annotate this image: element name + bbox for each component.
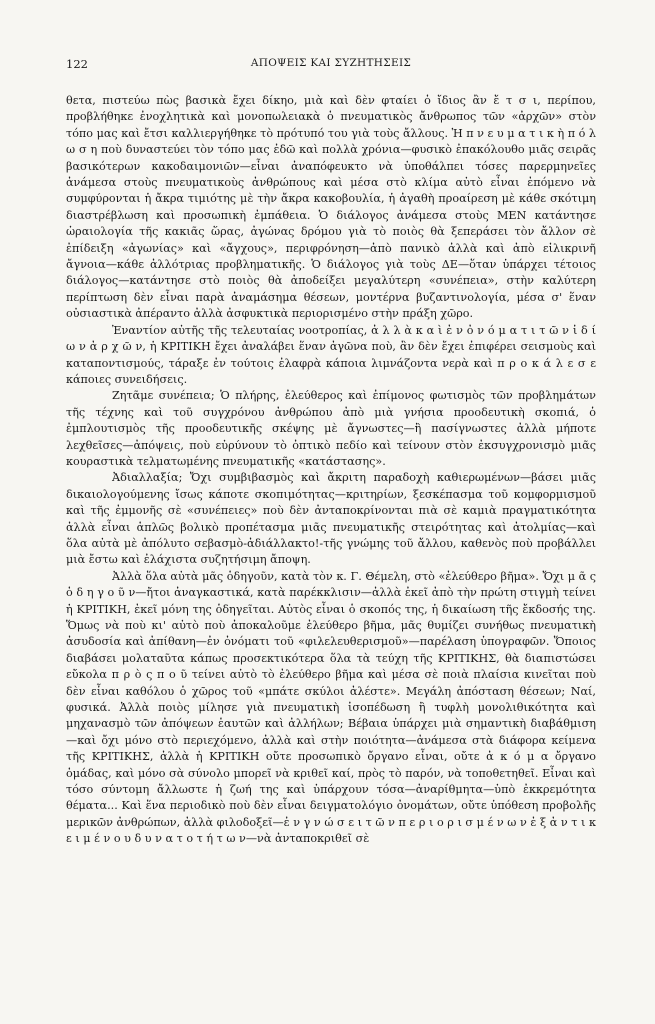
paragraph: Ζητᾶμε συνέπεια; Ὁ πλήρης, ἐλεύθερος καὶ ἐπίμονος φωτισμὸς τῶν προβλημάτων τῆς τέχνης καὶ τοῦ συγχρόνου ἀνθρώπου ἀπὸ μιὰ γνήσια προοδευτικὴ σκοπιά, ὁ ἐμπλουτισμὸς τῆς προοδευτικῆς σκέψης μὲ ἄγνωστες—ἢ πασίγνωστες ἀλλὰ μήποτε λεχθεῖσες—ἀπόψεις, ποὺ εὐρύνουν τὸ ὀπτικὸ πεδίο καὶ τείνουν στὸν ἐκσυγχρονισμὸ μιᾶς κουραστικὰ τελματωμένης πνευματικῆς «κατάστασης». — [66, 389, 596, 468]
paragraph: Ἀδιαλλαξία; Ὄχι συμβιβασμὸς καὶ ἄκριτη παραδοχὴ καθιερωμένων—βάσει μιᾶς δικαιολογούμενης ἴσως κάποτε σκοπιμότητας—κριτηρίων, ξεσκέπασμα τοῦ κομφορμισμοῦ καὶ τῆς ἐμμονῆς σὲ «συνέπειες» ποὺ δὲν ἀνταποκρίνονται πιὰ σὲ καμιὰ πραγματικότητα ἀλλὰ εἶναι ἁπλῶς βολικὸ προπέτασμα μιᾶς πνευματικῆς στειρότητας καὶ ἀτολμίας—καὶ ὅλα αὐτὰ μὲ ἀπόλυτο σεβασμὸ-ἀδιάλλακτο!-τῆς γνώμης τοῦ ἄλλου, καθενὸς ποὺ προβάλλει μιὰ ἔστω καὶ ἐλάχιστα συζητήσιμη ἄποψη. — [66, 471, 596, 567]
paragraph: Ἀλλὰ ὅλα αὐτὰ μᾶς ὁδηγοῦν, κατὰ τὸν κ. Γ. Θέμελη, στὸ «ἐλεύθερο βῆμα». Ὄχι μ ᾶ ς ὁ δ η γ ο ῦ ν—ἤτοι ἀναγκαστικά, κατὰ παρέκκλισιν—ἀλλὰ ἐκεῖ ἀπὸ τὴν πρώτη στιγμὴ τείνει ἡ ΚΡΙΤΙΚΗ, ἐκεῖ μόνη της ὁδηγεῖται. Αὐτὸς εἶναι ὁ σκοπός της, ἡ δικαίωση τῆς ἔκδοσής της. Ὅμως νὰ ποὺ κι' αὐτὸ ποὺ ἀποκαλοῦμε ἐλεύθερο βῆμα, μᾶς θυμίζει συνήθως πνευματικὴ ἀσυδοσία καὶ ἀπίθανη—ἐν ὀνόματι τοῦ «φιλελευθερισμοῦ»—παρέλαση ὑπογραφῶν. Ὅποιος διαβάσει μολαταῦτα κάπως προσεκτικότερα ὅλα τὰ τεύχη τῆς ΚΡΙΤΙΚΗΣ, θὰ διαπιστώσει εὔκολα π ρ ὸ ς π ο ῦ τείνει αὐτὸ τὸ ἐλεύθερο βῆμα καὶ μέσα σὲ ποιὰ πλαίσια κινεῖται ποὺ δὲν εἶναι καθόλου ὁ χῶρος τοῦ «μπάτε σκύλοι ἀλέστε». Μεγάλη ἀπόσταση θέσεων; Ναί, φυσικά. Ἀλλὰ ποιὸς μίλησε γιὰ πνευματικὴ ἰσοπέδωση ἢ τυφλὴ μονολιθικότητα καὶ μηχανασμὸ τῶν ἀπόψεων ἑαυτῶν καὶ ἀλλήλων; Βέβαια ὑπάρχει μιὰ σημαντικὴ διαβάθμιση—καὶ ὄχι μόνο στὸ περιεχόμενο, ἀλλὰ καὶ στὴν ποιότητα—ἀνάμεσα στὰ διάφορα κείμενα τῆς ΚΡΙΤΙΚΗΣ, ἀλλὰ ἡ ΚΡΙΤΙΚΗ οὔτε προσωπικὸ ὄργανο εἶναι, οὔτε ἀ κ ό μ α ὄργανο ὁμάδας, καὶ μόνο σὰ σύνολο μπορεῖ νὰ κριθεῖ καί, πρὸς τὸ παρόν, νὰ τοποθετηθεῖ. Εἶναι καὶ τόσο σύντομη ἄλλωστε ἡ ζωή της καὶ ὑπάρχουν τόσα—ἀναρίθμητα—ὑπὸ ἐκκρεμότητα θέματα... Καὶ ἕνα περιοδικὸ ποὺ δὲν εἶναι δειγματολόγιο ὀνομάτων, οὔτε ὑπόθεση προβολῆς μερικῶν ἀνθρώπων, ἀλλὰ φιλοδοξεῖ—ἐ ν γ ν ώ σ ε ι τ ῶ ν π ε ρ ι ο ρ ι σ μ έ ν ω ν ἐ ξ ἀ ν τ ι κ ε ι μ έ ν ο υ δ υ ν α τ ο τ ή τ ω ν—νὰ ἀνταποκριθεῖ σὲ — [66, 569, 596, 846]
paragraph: Ἐναντίον αὐτῆς τῆς τελευταίας νοοτροπίας, ἀ λ λ ὰ κ α ὶ ἐ ν ὀ ν ό μ α τ ι τ ῶ ν ἰ δ ί ω ν ἀ ρ χ ῶ ν, ἡ ΚΡΙΤΙΚΗ ἔχει ἀναλάβει ἕναν ἀγῶνα ποὺ, ἂν δὲν ἔχει ἐπιφέρει σεισμοὺς καὶ καταποντισμούς, τάραξε ἐν τούτοις ἐλαφρὰ κάποια λιμνάζοντα νερὰ καὶ π ρ ο κ ά λ ε σ ε κάποιες συνειδήσεις. — [66, 323, 596, 386]
page-number: 122 — [66, 57, 88, 71]
running-head: ΑΠΟΨΕΙΣ ΚΑΙ ΣΥΖΗΤΗΣΕΙΣ — [250, 57, 412, 69]
page-header — [66, 57, 596, 75]
paragraph: θετα, πιστεύω πὼς βασικὰ ἔχει δίκηο, μιὰ καὶ δὲν φταίει ὁ ἴδιος ἂν ἔ τ σ ι, περίπου, προβλήθηκε ἐνοχλητικὰ καὶ μονοπωλειακὰ ὁ πνευματικὸς ἄνθρωπος τῶν «ἀρχῶν» στὸν τόπο μας καὶ ἔτσι καλλιεργήθηκε τὸ πρότυπό του γιὰ τοὺς ἄλλους. Ἡ π ν ε υ μ α τ ι κ ὴ π ό λ ω σ η ποὺ δυναστεύει τὸν τόπο μας ἐδῶ καὶ πολλὰ χρόνια—φυσικὸ ἐπακόλουθο μιᾶς σειρᾶς βασικότερων κακοδαιμονιῶν—εἶναι ἀναπόφευκτο νὰ ὑποθάλπει τόσες παρερμηνεῖες ἀνάμεσα στοὺς πνευματικοὺς ἀνθρώπους καὶ μέσα στὸ κλίμα αὐτὸ εἶναι ἐπόμενο νὰ συμφύρονται ἡ ἄκρα τιμιότης μὲ τὴν ἄκρα κακοβουλία, ἡ ἀγαθὴ προαίρεση μὲ κάθε σκότιμη διαστρέβλωση καὶ προσωπικὴ ἐμπάθεια. Ὁ διάλογος ἀνάμεσα στοὺς ΜΕΝ κατάντησε ὡραιολογία τῆς κακιᾶς ὥρας, ἀγώνας δρόμου γιὰ τὸ ποιὸς θὰ ξεπεράσει τὸν ἄλλον σὲ ἐπίδειξη «ἀγωνίας» καὶ «ἄγχους», περιφρόνηση—ἀπὸ πανικὸ ἀλλὰ καὶ ἀπὸ εἰλικρινῆ ἄγνοια—κάθε ἀλλότριας προβληματικῆς. Ὁ διάλογος γιὰ τοὺς ΔΕ—ὅταν ὑπάρχει τέτοιος διάλογος—κατάντησε στὸ ποιὸς θὰ ἀποδείξει μεγαλύτερη «συνέπεια», στὴν καλύτερη περίπτωση δὲν εἶναι παρὰ ἀναμάσημα θέσεων, μοντέρνα βυζαντινολογία, μέσα σ' ἕναν οὐσιαστικὰ ἀπέραντο ἀλλὰ ἀσφυκτικὰ περιορισμένο στὴν πράξη χῶρο. — [66, 94, 596, 321]
body-text — [66, 93, 596, 848]
